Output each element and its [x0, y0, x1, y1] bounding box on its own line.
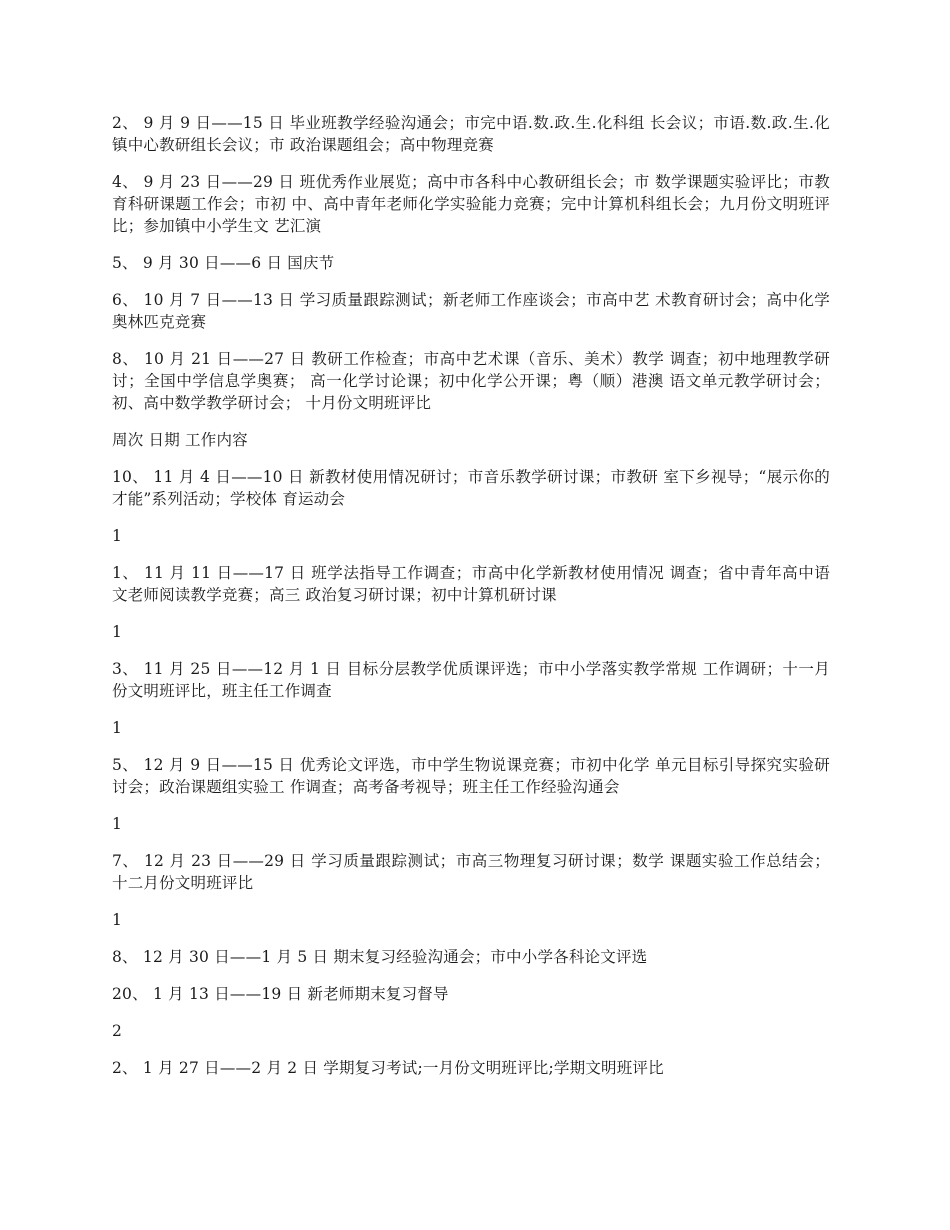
week-number-fragment: 1 [112, 527, 123, 545]
schedule-entry-week-6: 6、 10 月 7 日——13 日 学习质量跟踪测试；新老师工作座谈会；市高中艺 术教育研讨会；高中化学奥林匹克竞赛 [112, 291, 830, 331]
week-number-fragment: 1 [112, 719, 123, 737]
schedule-entry-week-5: 5、 9 月 30 日——6 日 国庆节 [112, 254, 335, 272]
week-number-fragment: 1 [112, 623, 123, 641]
schedule-entry-week-17: 7、 12 月 23 日——29 日 学习质量跟踪测试；市高三物理复习研讨课；数学 课题实验工作总结会；十二月份文明班评比 [112, 852, 830, 892]
schedule-entry-week-11: 1、 11 月 11 日——17 日 班学法指导工作调查；市高中化学新教材使用情况 调查；省中青年高中语文老师阅读教学竞赛；高三 政治复习研讨课；初中计算机研讨课 [112, 564, 830, 604]
schedule-entry-week-22: 2、 1 月 27 日——2 月 2 日 学期复习考试;一月份文明班评比;学期文明班评比 [112, 1059, 664, 1077]
schedule-entry-week-2: 2、 9 月 9 日——15 日 毕业班教学经验沟通会；市完中语.数.政.生.化科组 长会议；市语.数.政.生.化镇中心教研组长会议；市 政治课题组会；高中物理竞赛 [112, 114, 830, 154]
table-header-line: 周次 日期 工作内容 [112, 431, 248, 449]
week-number-fragment: 1 [112, 911, 123, 929]
schedule-entry-week-4: 4、 9 月 23 日——29 日 班优秀作业展览；高中市各科中心教研组长会；市 数学课题实验评比；市教育科研课题工作会；市初 中、高中青年老师化学实验能力竞赛；完中计算机科组长会；九月份文明班评比；参加镇中小学生文 艺汇演 [112, 173, 830, 235]
week-number-fragment: 1 [112, 815, 123, 833]
schedule-entry-week-15: 5、 12 月 9 日——15 日 优秀论文评选，市中学生物说课竞赛；市初中化学 单元目标引导探究实验研讨会；政治课题组实验工 作调查；高考备考视导；班主任工作经验沟通会 [112, 756, 830, 796]
schedule-entry-week-13: 3、 11 月 25 日——12 月 1 日 目标分层教学优质课评选；市中小学落实教学常规 工作调研；十一月份文明班评比，班主任工作调查 [112, 660, 830, 700]
schedule-entry-week-18: 8、 12 月 30 日——1 月 5 日 期末复习经验沟通会；市中小学各科论文评选 [112, 948, 648, 966]
schedule-entry-week-20: 20、 1 月 13 日——19 日 新老师期末复习督导 [112, 985, 449, 1003]
schedule-entry-week-10: 10、 11 月 4 日——10 日 新教材使用情况研讨；市音乐教学研讨课；市教研 室下乡视导；“展示你的才能”系列活动；学校体 育运动会 [112, 468, 830, 508]
document-body [112, 112, 830, 1094]
schedule-entry-week-8: 8、 10 月 21 日——27 日 教研工作检查；市高中艺术课（音乐、美术）教学 调查；初中地理教学研讨；全国中学信息学奥赛； 高一化学讨论课；初中化学公开课；粤（顺）港澳 语文单元教学研讨会；初、高中数学教学研讨会； 十月份文明班评比 [112, 350, 830, 412]
week-number-fragment: 2 [112, 1022, 123, 1040]
